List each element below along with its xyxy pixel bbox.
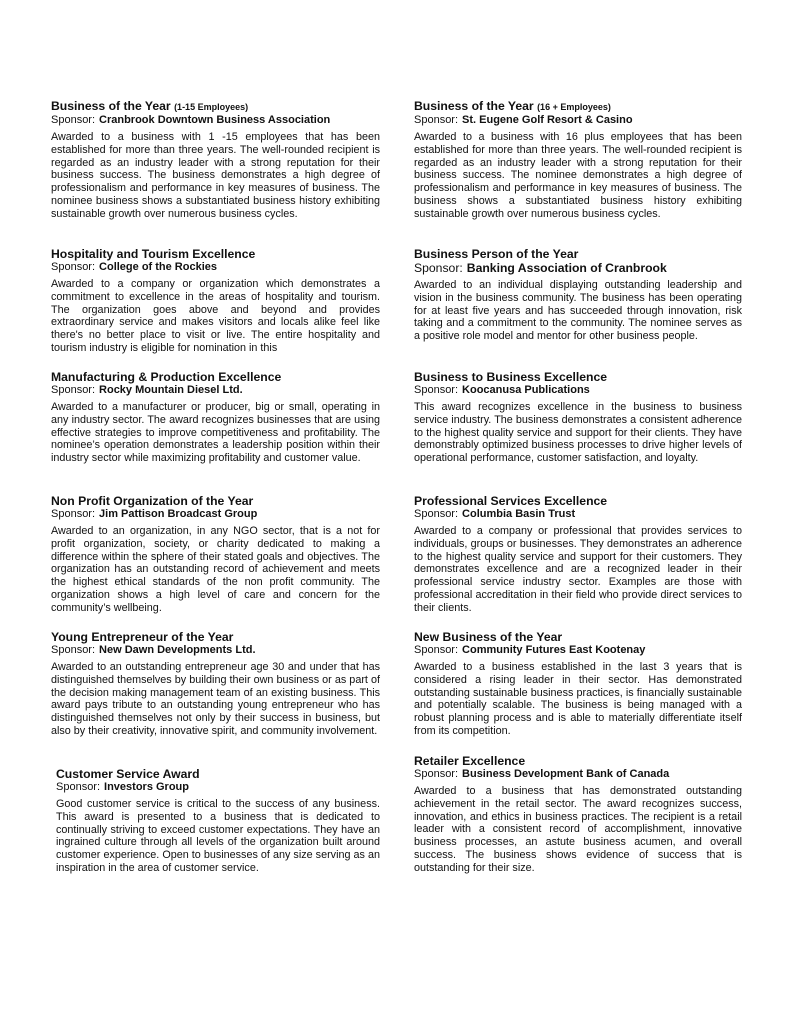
sponsor-line: Sponsor: Banking Association of Cranbrook — [414, 261, 667, 275]
award-description: Good customer service is critical to the success of any business. This award is presented to a business that is dedicated to continually striving to exceed customer expectations. They have an ingrained culture through all levels of the organization built around customer experience. Open to businesses of any size serving as an inspiration in the area of customer service. — [56, 798, 380, 874]
award-title: Professional Services Excellence — [414, 494, 608, 508]
award-title: Hospitality and Tourism Excellence — [51, 247, 256, 261]
sponsor-name: Koocanusa Publications — [462, 384, 590, 396]
award-description: This award recognizes excellence in the business to business service industry. The business demonstrates a consistent adherence to the highest quality service and support for their clients. They have demonstrably optimized business processes to drive higher levels of operational performance, customer satisfaction, and loyalty. — [414, 401, 742, 464]
award-business-to-business — [414, 370, 742, 465]
sponsor-line: Sponsor: New Dawn Developments Ltd. — [51, 644, 256, 656]
sponsor-line: Sponsor: St. Eugene Golf Resort & Casino — [414, 114, 633, 126]
sponsor-name: New Dawn Developments Ltd. — [99, 644, 256, 656]
award-new-business — [414, 630, 742, 738]
sponsor-name: St. Eugene Golf Resort & Casino — [462, 114, 633, 126]
award-description: Awarded to an individual displaying outstanding leadership and vision in the business community. The business has been operating for at least five years and has succeeded through innovation, risk taking and a commitment to the community. The nominee serves as a positive role model and mentor for other business people. — [414, 279, 742, 342]
award-retailer — [414, 754, 742, 874]
employee-range: (1-15 Employees) — [174, 102, 249, 112]
award-title: Retailer Excellence — [414, 754, 526, 768]
sponsor-line: Sponsor: Columbia Basin Trust — [414, 508, 576, 520]
sponsor-line: Sponsor: Jim Pattison Broadcast Group — [51, 508, 258, 520]
sponsor-line: Sponsor: College of the Rockies — [51, 261, 218, 273]
award-description: Awarded to a business established in the last 3 years that is considered a rising leader in their sector. Has demonstrated outstanding sustainable business practices, is financially sustainable and potentially scalable. The business is being managed with a robust planning process and is able to materially differentiate itself from its competition. — [414, 661, 742, 737]
award-title: Customer Service Award — [56, 767, 200, 781]
award-manufacturing-production — [51, 370, 380, 465]
award-description: Awarded to a company or professional that provides services to individuals, groups or businesses. They demonstrates an adherence to the highest quality service and support for their customers. They demonstrates excellence and are a recognized leader in their professional service industry sector. Examples are those with professional accreditation in their field who provide direct services to their clients. — [414, 525, 742, 614]
sponsor-name: Business Development Bank of Canada — [462, 768, 670, 780]
sponsor-name: Jim Pattison Broadcast Group — [99, 508, 258, 520]
sponsor-line: Sponsor: Community Futures East Kootenay — [414, 644, 646, 656]
award-hospitality-tourism — [51, 247, 380, 355]
sponsor-line: Sponsor: Rocky Mountain Diesel Ltd. — [51, 384, 243, 396]
award-business-of-year-small — [51, 99, 380, 220]
sponsor-name: Community Futures East Kootenay — [462, 644, 646, 656]
award-business-person — [414, 247, 742, 343]
award-title: Business of the Year (16 + Employees) — [414, 99, 611, 113]
award-title: Business of the Year (1-15 Employees) — [51, 99, 249, 113]
award-description: Awarded to a business with 16 plus employees that has been established for more than three years. The well-rounded recipient is regarded as an industry leader with a strong reputation for their business success. The nominee demonstrates a high degree of professionalism and performance in key measures of business. The business shows a substantiated business history exhibiting sustainable growth over numerous business cycles. — [414, 131, 742, 220]
sponsor-name: Rocky Mountain Diesel Ltd. — [99, 384, 243, 396]
award-business-of-year-large — [414, 99, 742, 220]
award-professional-services — [414, 494, 742, 614]
award-description: Awarded to a manufacturer or producer, big or small, operating in any industry sector. The award recognizes businesses that are using effective strategies to improve competitiveness and profitability. The nominee’s operation demonstrates a leadership position within their industry sector while maximizing profitability and customer value. — [51, 401, 380, 464]
award-description: Awarded to an outstanding entrepreneur age 30 and under that has distinguished themselves by building their own business or as part of the decision making management team of an existing business. This award pays tribute to an outstanding young entrepreneur who has distinguished themselves not only by their success in business, but also by their creativity, innovative spirit, and community involvement. — [51, 661, 380, 737]
award-description: Awarded to a company or organization which demonstrates a commitment to excellence in the areas of hospitality and tourism. The organization goes above and beyond and provides extraordinary service and makes visitors and locals alike feel like there's no better place to visit or live. The entire hospitality and tourism industry is eligible for nomination in this — [51, 278, 380, 354]
employee-range: (16 + Employees) — [537, 102, 611, 112]
sponsor-line: Sponsor: Investors Group — [56, 781, 189, 793]
award-title: Business Person of the Year — [414, 247, 579, 261]
sponsor-name: Cranbrook Downtown Business Association — [99, 114, 331, 126]
award-title: New Business of the Year — [414, 630, 563, 644]
sponsor-name: Banking Association of Cranbrook — [466, 261, 667, 275]
award-young-entrepreneur — [51, 630, 380, 738]
award-title: Manufacturing & Production Excellence — [51, 370, 282, 384]
sponsor-line: Sponsor: Business Development Bank of Canada — [414, 768, 670, 780]
award-title: Young Entrepreneur of the Year — [51, 630, 234, 644]
sponsor-line: Sponsor: Koocanusa Publications — [414, 384, 590, 396]
award-description: Awarded to a business that has demonstrated outstanding achievement in the retail sector. The award recognizes success, innovation, and ethics in business practices. The recipient is a retail leader with a consistent record of accomplishment, innovative business processes, an astute business acumen, and overall success. The business shows evidence of success that is outstanding for their size. — [414, 785, 742, 874]
award-title: Non Profit Organization of the Year — [51, 494, 254, 508]
award-description: Awarded to a business with 1 -15 employees that has been established for more than three years. The well-rounded recipient is regarded as an industry leader with a strong reputation for their business success. The business demonstrates a high degree of professionalism and performance in key measures of business. The nominee business shows a substantiated business history exhibiting sustainable growth over numerous business cycles. — [51, 131, 380, 220]
award-description: Awarded to an organization, in any NGO sector, that is a not for profit organization, society, or charity dedicated to making a difference within the sphere of their stated goals and objectives. The organization has an outstanding record of achievement and meets the highest ethical standards of the non profit community. The organization shows a high level of care and concern for the community’s wellbeing. — [51, 525, 380, 614]
sponsor-line: Sponsor: Cranbrook Downtown Business Association — [51, 114, 331, 126]
sponsor-name: Investors Group — [104, 781, 189, 793]
sponsor-name: College of the Rockies — [99, 261, 218, 273]
award-title: Business to Business Excellence — [414, 370, 608, 384]
sponsor-name: Columbia Basin Trust — [462, 508, 576, 520]
award-non-profit — [51, 494, 380, 614]
award-customer-service — [56, 767, 380, 875]
